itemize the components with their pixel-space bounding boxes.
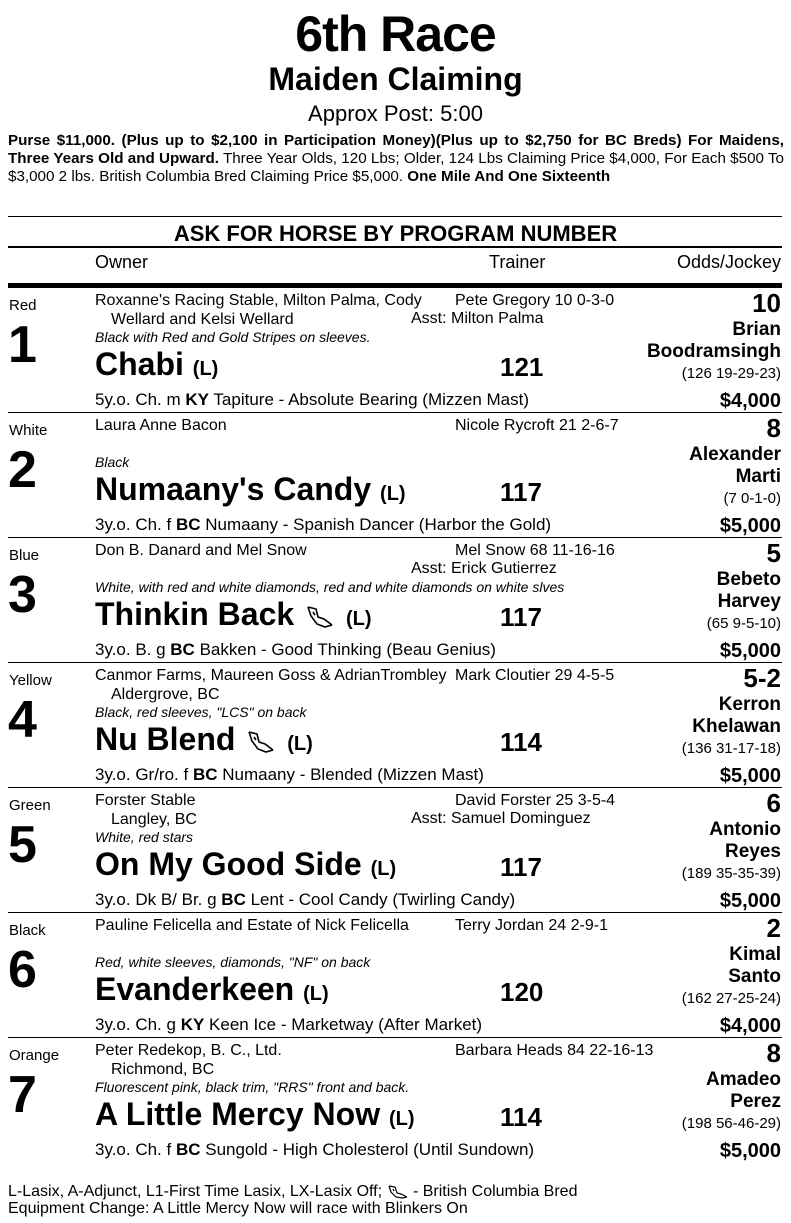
ask-banner: ASK FOR HORSE BY PROGRAM NUMBER <box>173 221 618 246</box>
breeding-line <box>95 890 515 910</box>
weight: 121 <box>500 352 544 382</box>
bc-province-map-icon <box>305 604 335 630</box>
entry-divider <box>8 662 782 663</box>
divider <box>8 246 782 248</box>
horse-name: Numaany's Candy <box>95 471 372 507</box>
silks-description: Black with Red and Gold Stripes on sleeves. <box>95 329 371 345</box>
claiming-price: $5,000 <box>719 765 781 787</box>
jockey-last-name: Perez <box>730 1091 781 1112</box>
horse-name: Chabi <box>95 346 184 382</box>
breeding-line <box>95 765 484 785</box>
jockey-stats: (198 56-46-29) <box>681 1115 781 1132</box>
jockey-name <box>728 944 781 988</box>
program-number: 1 <box>8 316 37 374</box>
owner: Forster Stable <box>95 792 196 809</box>
pedigree: Tapiture - Absolute Bearing (Mizzen Mast) <box>209 390 530 409</box>
jockey-first-name: Amadeo <box>706 1069 781 1090</box>
claiming-price: $4,000 <box>719 390 781 412</box>
weight: 117 <box>500 602 542 632</box>
owner: Roxanne's Racing Stable, Milton Palma, Cody <box>95 292 422 309</box>
owner: Pauline Felicella and Estate of Nick Felicella <box>95 917 409 934</box>
weight: 114 <box>500 1102 542 1132</box>
entry-divider <box>8 1037 782 1038</box>
saddlecloth-color: Yellow <box>9 672 52 689</box>
divider <box>8 216 782 217</box>
jockey-first-name: Bebeto <box>716 569 781 590</box>
horse-name: Nu Blend <box>95 721 236 757</box>
horse-name-line <box>95 1092 415 1141</box>
jockey-name <box>706 1069 781 1113</box>
horse-name: Thinkin Back <box>95 596 295 632</box>
jockey-name <box>709 819 781 863</box>
jockey-name <box>689 444 781 488</box>
weight: 114 <box>500 727 542 757</box>
age-sex: 3y.o. Ch. f <box>95 515 176 534</box>
jockey-first-name: Kimal <box>729 944 781 965</box>
horse-name-line <box>95 467 406 516</box>
jockey-name <box>692 694 781 738</box>
claiming-price: $5,000 <box>719 640 781 662</box>
column-header-owner: Owner <box>95 252 149 272</box>
jockey-last-name: Reyes <box>725 841 781 862</box>
lasix-indicator: (L) <box>287 733 313 755</box>
lasix-indicator: (L) <box>370 858 397 880</box>
morning-line-odds: 8 <box>766 1038 781 1068</box>
saddlecloth-color: Blue <box>9 547 40 564</box>
owner-location: Richmond, BC <box>111 1061 215 1078</box>
bred-state: BC <box>192 765 218 784</box>
jockey-first-name: Kerron <box>718 694 781 715</box>
entry-row-7 <box>0 1037 791 1162</box>
silks-description: Fluorescent pink, black trim, "RRS" front and back. <box>95 1079 410 1095</box>
pedigree: Keen Ice - Marketway (After Market) <box>204 1015 483 1034</box>
jockey-name <box>647 319 781 363</box>
program-number: 3 <box>8 566 37 624</box>
breeding-line <box>95 1015 482 1035</box>
legend-bc-text: - British Columbia Bred <box>408 1183 578 1200</box>
trainer: Pete Gregory 10 0-3-0 <box>455 292 615 309</box>
bred-state: BC <box>175 515 201 534</box>
owner: Don B. Danard and Mel Snow <box>95 542 307 559</box>
claiming-price: $4,000 <box>719 1015 781 1037</box>
owner: Peter Redekop, B. C., Ltd. <box>95 1042 282 1059</box>
owner: Laura Anne Bacon <box>95 417 227 434</box>
trainer: Mel Snow 68 11-16-16 <box>455 542 615 559</box>
silks-description: Black <box>95 454 130 470</box>
weight: 120 <box>500 977 544 1007</box>
pedigree: Lent - Cool Candy (Twirling Candy) <box>245 890 516 909</box>
horse-name-line <box>95 592 371 641</box>
owner-location: Wellard and Kelsi Wellard <box>111 311 294 328</box>
jockey-last-name: Marti <box>735 466 781 487</box>
horse-name-line <box>95 717 313 766</box>
age-sex: 3y.o. B. g <box>95 640 171 659</box>
age-sex: 3y.o. Gr/ro. f <box>95 765 193 784</box>
age-sex: 3y.o. Ch. g <box>95 1015 181 1034</box>
saddlecloth-color: White <box>9 422 48 439</box>
program-number: 5 <box>8 816 37 874</box>
age-sex: 3y.o. Dk B/ Br. g <box>95 890 222 909</box>
entry-row-5 <box>0 787 791 912</box>
column-header-trainer: Trainer <box>489 252 546 272</box>
breeding-line <box>95 1140 534 1160</box>
pedigree: Sungold - High Cholesterol (Until Sundown) <box>200 1140 535 1159</box>
claiming-price: $5,000 <box>719 1140 781 1162</box>
horse-name: A Little Mercy Now <box>95 1096 381 1132</box>
morning-line-odds: 6 <box>766 788 781 818</box>
silks-description: White, red stars <box>95 829 194 845</box>
jockey-last-name: Harvey <box>717 591 781 612</box>
jockey-stats: (189 35-35-39) <box>681 865 781 882</box>
lasix-indicator: (L) <box>345 608 372 630</box>
horse-name: On My Good Side <box>95 846 362 882</box>
race-number: 6th Race <box>295 6 496 62</box>
jockey-last-name: Santo <box>728 966 781 987</box>
jockey-stats: (7 0-1-0) <box>723 490 781 507</box>
lasix-indicator: (L) <box>380 483 406 505</box>
conditions-bold: Purse $11,000. (Plus up to $2,100 in Participation Money)(Plus up to $2,750 for BC Breds) For Maidens, Three Years Old and Upward. <box>8 132 784 168</box>
claiming-price: $5,000 <box>719 515 781 537</box>
bc-province-map-icon <box>387 1184 409 1200</box>
horse-name-line <box>95 842 396 891</box>
race-conditions <box>8 132 784 187</box>
jockey-stats: (162 27-25-24) <box>681 990 781 1007</box>
entry-row-1 <box>0 287 791 412</box>
jockey-first-name: Brian <box>732 319 781 340</box>
program-number: 7 <box>8 1066 37 1124</box>
morning-line-odds: 2 <box>766 913 781 943</box>
entry-row-2 <box>0 412 791 537</box>
owner: Canmor Farms, Maureen Goss & AdrianTrombley <box>95 667 447 684</box>
morning-line-odds: 5 <box>766 538 781 568</box>
post-time: Approx Post: 5:00 <box>308 101 483 126</box>
bred-state: KY <box>185 390 210 409</box>
bred-state: BC <box>221 890 246 909</box>
entry-divider <box>8 537 782 538</box>
lasix-indicator: (L) <box>303 983 329 1005</box>
trainer: Barbara Heads 84 22-16-13 <box>455 1042 654 1059</box>
equipment-change: Equipment Change: A Little Mercy Now will race with Blinkers On <box>8 1200 468 1217</box>
age-sex: 3y.o. Ch. f <box>95 1140 176 1159</box>
morning-line-odds: 5-2 <box>743 663 781 693</box>
saddlecloth-color: Red <box>9 297 37 314</box>
entry-row-4 <box>0 662 791 787</box>
assistant-trainer: Asst: Erick Gutierrez <box>411 560 557 577</box>
breeding-line <box>95 515 551 535</box>
program-number: 4 <box>8 691 37 749</box>
breeding-line <box>95 390 529 410</box>
footer-legend <box>8 1183 577 1217</box>
jockey-last-name: Boodramsingh <box>646 341 781 362</box>
jockey-last-name: Khelawan <box>692 716 781 737</box>
column-header-odds-jockey: Odds/Jockey <box>676 252 781 272</box>
pedigree: Numaany - Spanish Dancer (Harbor the Gold) <box>200 515 552 534</box>
saddlecloth-color: Black <box>9 922 46 939</box>
trainer: David Forster 25 3-5-4 <box>455 792 616 809</box>
claiming-price: $5,000 <box>719 890 781 912</box>
bred-state: KY <box>180 1015 205 1034</box>
entry-row-3 <box>0 537 791 662</box>
horse-name-line <box>95 342 218 391</box>
trainer: Mark Cloutier 29 4-5-5 <box>455 667 615 684</box>
silks-description: White, with red and white diamonds, red and white diamonds on white slves <box>95 579 565 595</box>
bc-province-map-icon <box>246 729 276 755</box>
trainer: Nicole Rycroft 21 2-6-7 <box>455 417 619 434</box>
jockey-name <box>717 569 781 613</box>
bred-state: BC <box>170 640 195 659</box>
jockey-first-name: Antonio <box>709 819 781 840</box>
entry-row-6 <box>0 912 791 1037</box>
saddlecloth-color: Green <box>9 797 51 814</box>
pedigree: Numaany - Blended (Mizzen Mast) <box>217 765 484 784</box>
horse-name-line <box>95 967 329 1016</box>
jockey-stats: (126 19-29-23) <box>681 365 781 382</box>
trainer: Terry Jordan 24 2-9-1 <box>455 917 608 934</box>
age-sex: 5y.o. Ch. m <box>95 390 186 409</box>
saddlecloth-color: Orange <box>9 1047 60 1064</box>
lasix-indicator: (L) <box>388 1108 415 1130</box>
morning-line-odds: 10 <box>752 288 781 318</box>
jockey-first-name: Alexander <box>689 444 781 465</box>
assistant-trainer: Asst: Milton Palma <box>411 310 544 327</box>
silks-description: Red, white sleeves, diamonds, "NF" on back <box>95 954 371 970</box>
owner-location: Aldergrove, BC <box>111 686 220 703</box>
weight: 117 <box>500 477 542 507</box>
silks-description: Black, red sleeves, "LCS" on back <box>95 704 307 720</box>
entry-divider <box>8 412 782 413</box>
program-number: 6 <box>8 941 37 999</box>
assistant-trainer: Asst: Samuel Dominguez <box>411 810 591 827</box>
morning-line-odds: 8 <box>766 413 781 443</box>
lasix-indicator: (L) <box>192 358 219 380</box>
conditions-distance: One Mile And One Sixteenth <box>407 168 611 186</box>
conditions-plain: Three Year Olds, 120 Lbs; Older, 124 Lbs Claiming Price $4,000, For Each $500 To $3,000 2 lbs. British Columbia Bred Claiming Price $5,000. <box>8 150 785 186</box>
breeding-line <box>95 640 496 660</box>
entry-divider <box>8 912 782 913</box>
horse-name: Evanderkeen <box>95 971 295 1007</box>
owner-location: Langley, BC <box>111 811 197 828</box>
entry-divider <box>8 787 782 788</box>
jockey-stats: (65 9-5-10) <box>706 615 781 632</box>
pedigree: Bakken - Good Thinking (Beau Genius) <box>194 640 496 659</box>
legend-text: L-Lasix, A-Adjunct, L1-First Time Lasix, LX-Lasix Off; <box>8 1183 387 1200</box>
bred-state: BC <box>175 1140 201 1159</box>
jockey-stats: (136 31-17-18) <box>681 740 781 757</box>
program-number: 2 <box>8 441 37 499</box>
race-type: Maiden Claiming <box>268 61 523 97</box>
weight: 117 <box>500 852 542 882</box>
